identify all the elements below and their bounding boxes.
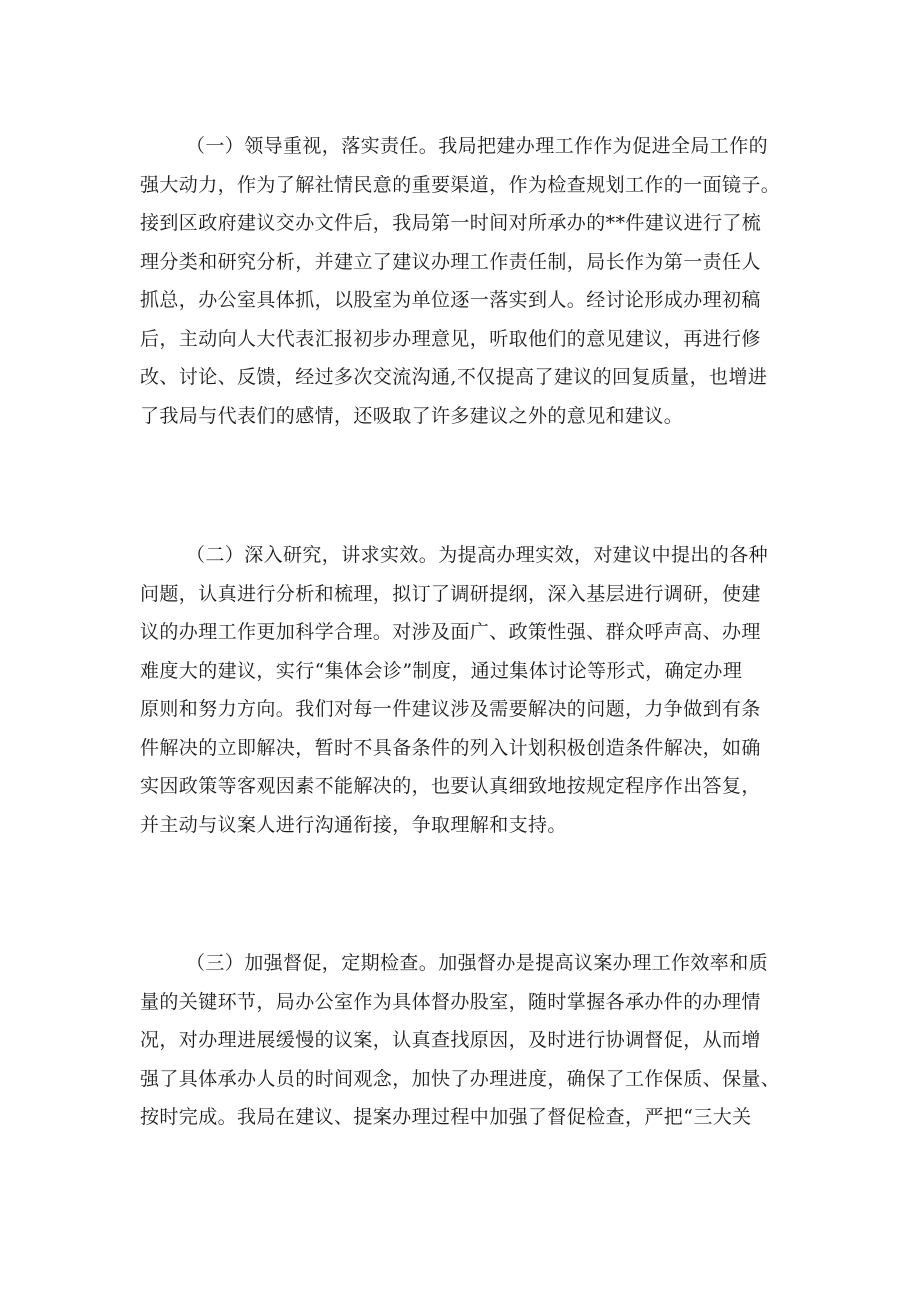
- paragraph-leadership-responsibility: [140, 127, 800, 435]
- text-line: 理分类和研究分析，并建立了建议办理工作责任制，局长作为第一责任人: [140, 250, 761, 273]
- text-line: 议的办理工作更加科学合理。对涉及面广、政策性强、群众呼声高、办理: [140, 621, 761, 643]
- text-line: 况，对办理进展缓慢的议案，认真查找原因，及时进行协调督促，从而增: [140, 1029, 761, 1051]
- text-line: （三）加强督促，定期检查。加强督办是提高议案办理工作效率和质: [186, 952, 769, 974]
- text-line: 实因政策等客观因素不能解决的，也要认真细致地按规定程序作出答复，: [140, 775, 761, 797]
- paragraph-research-effectiveness: [140, 536, 800, 844]
- text-line: 改、讨论、反馈，经过多次交流沟通,不仅提高了建议的回复质量，也增进: [140, 366, 768, 388]
- text-line: （一）领导重视，落实责任。我局把建办理工作作为促进全局工作的: [186, 135, 769, 157]
- text-line: 难度大的建议，实行“集体会诊”制度，通过集体讨论等形式，确定办理: [140, 659, 743, 682]
- text-line: 原则和努力方向。我们对每一件建议涉及需要解决的问题，力争做到有条: [140, 698, 761, 720]
- text-line: 抓总，办公室具体抓，以股室为单位逐一落实到人。经讨论形成办理初稿: [140, 289, 761, 311]
- text-line: 接到区政府建议交办文件后，我局第一时间对所承办的**件建议进行了梳: [140, 212, 762, 234]
- text-line: 强了具体承办人员的时间观念，加快了办理进度，确保了工作保质、保量、: [140, 1067, 781, 1090]
- text-line: 问题，认真进行分析和梳理，拟订了调研提纲，深入基层进行调研，使建: [140, 582, 761, 605]
- text-line: 并主动与议案人进行沟通衔接，争取理解和支持。: [140, 813, 567, 836]
- text-line: 后，主动向人大代表汇报初步办理意见，听取他们的意见建议，再进行修: [140, 327, 761, 350]
- text-line: 强大动力，作为了解社情民意的重要渠道，作为检查规划工作的一面镜子。: [140, 173, 781, 196]
- paragraph-supervision-inspection: [140, 944, 800, 1137]
- text-line: 量的关键环节，局办公室作为具体督办股室，随时掌握各承办件的办理情: [140, 990, 761, 1013]
- text-line: （二）深入研究，讲求实效。为提高办理实效，对建议中提出的各种: [186, 544, 769, 566]
- text-line: 按时完成。我局在建议、提案办理过程中加强了督促检查，严把“三大关: [140, 1106, 752, 1128]
- text-line: 件解决的立即解决，暂时不具备条件的列入计划积极创造条件解决，如确: [140, 736, 761, 759]
- text-line: 了我局与代表们的感情，还吸取了许多建议之外的意见和建议。: [140, 404, 684, 427]
